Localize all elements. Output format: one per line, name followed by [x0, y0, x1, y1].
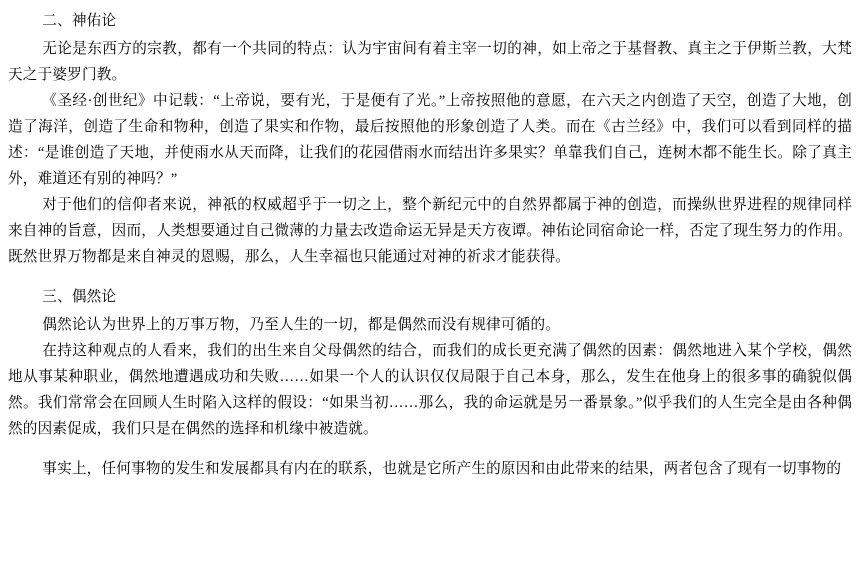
section-gap	[8, 270, 852, 284]
paragraph-gap	[8, 442, 852, 456]
document-body	[8, 8, 852, 482]
paragraph-inner-connection: 事实上，任何事物的发生和发展都具有内在的联系，也就是它所产生的原因和由此带来的结果，两者包含了现有一切事物的	[42, 461, 842, 477]
paragraph-chance-examples: 在持这种观点的人看来，我们的出生来自父母偶然的结合，而我们的成长更充满了偶然的因素：偶然地进入某个学校，偶然地从事某种职业，偶然地遭遇成功和失败……如果一个人的认识仅仅局限于自己本身，那么，发生在他身上的很多事的确貌似偶然。我们常常会在回顾人生时陷入这样的假设：“如果当初……那么，我的命运就是另一番景象。”似乎我们的人生完全是由各种偶然的因素促成，我们只是在偶然的选择和机缘中被造就。	[8, 343, 852, 437]
paragraph-religions-common-point: 无论是东西方的宗教，都有一个共同的特点：认为宇宙间有着主宰一切的神，如上帝之于基督教、真主之于伊斯兰教，大梵天之于婆罗门教。	[8, 41, 852, 83]
paragraph-believers-view: 对于他们的信仰者来说，神祇的权威超乎于一切之上，整个新纪元中的自然界都属于神的创造，而操纵世界进程的规律同样来自神的旨意，因而，人类想要通过自己微薄的力量去改造命运无异是天方夜谭。神佑论同宿命论一样，否定了现生努力的作用。既然世界万物都是来自神灵的恩赐，那么，人生幸福也只能通过对神的祈求才能获得。	[8, 197, 852, 265]
paragraph-genesis-quote: 《圣经·创世纪》中记载：“上帝说，要有光，于是便有了光。”上帝按照他的意愿，在六天之内创造了天空，创造了大地，创造了海洋，创造了生命和物种，创造了果实和作物，最后按照他的形象创造了人类。而在《古兰经》中，我们可以看到同样的描述：“是谁创造了天地，并使雨水从天而降，让我们的花园借雨水而结出许多果实？单靠我们自己，连树木都不能生长。除了真主外，难道还有别的神吗？”	[8, 93, 852, 187]
section-heading-two: 二、神佑论	[42, 13, 117, 29]
section-heading-three: 三、偶然论	[42, 289, 117, 305]
paragraph-chance-definition: 偶然论认为世界上的万事万物，乃至人生的一切，都是偶然而没有规律可循的。	[42, 317, 561, 333]
